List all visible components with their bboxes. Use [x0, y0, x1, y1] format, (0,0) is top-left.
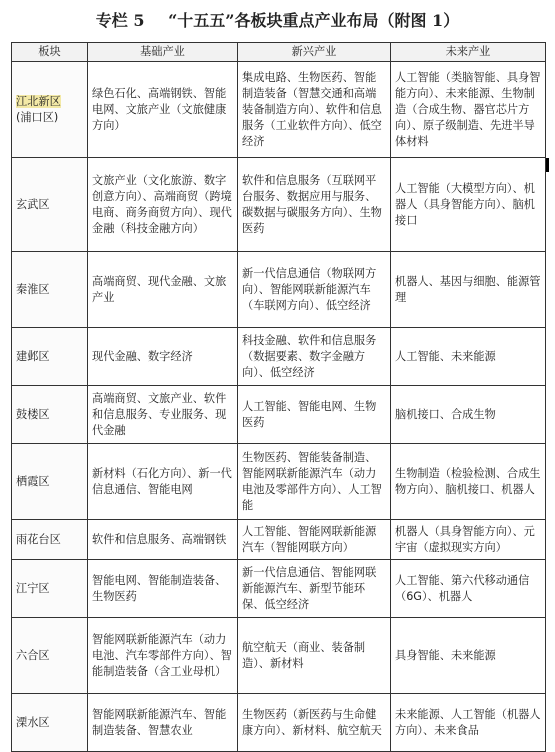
table-row: [12, 328, 546, 386]
header-district: 板块: [12, 43, 88, 62]
district-cell: 江宁区: [12, 560, 88, 618]
district-cell: 雨花台区: [12, 520, 88, 560]
header-basic: 基础产业: [88, 43, 238, 62]
future-cell: 生物制造（检验检测、合成生物方向）、脑机接口、机器人: [391, 444, 546, 520]
basic-cell: 智能网联新能源汽车、智能制造装备、智慧农业: [88, 694, 238, 752]
district-cell: 建邺区: [12, 328, 88, 386]
table-row: [12, 560, 546, 618]
emerging-cell: 软件和信息服务（互联网平台服务、数据应用与服务、碳数据与碳服务方向）、生物医药: [238, 158, 391, 252]
future-cell: 人工智能、第六代移动通信（6G）、机器人: [391, 560, 546, 618]
district-cell: 玄武区: [12, 158, 88, 252]
future-cell: 机器人（具身智能方向）、元宇宙（虚拟现实方向）: [391, 520, 546, 560]
future-cell: 未来能源、人工智能（机器人方向）、未来食品: [391, 694, 546, 752]
emerging-cell: 科技金融、软件和信息服务（数据要素、数字金融方向）、低空经济: [238, 328, 391, 386]
emerging-cell: 人工智能、智能网联新能源汽车（智能网联方向）: [238, 520, 391, 560]
industry-layout-table: [11, 42, 546, 752]
district-sub: (浦口区): [16, 110, 59, 124]
emerging-cell: 航空航天（商业、装备制造）、新材料: [238, 618, 391, 694]
basic-cell: 新材料（石化方向）、新一代信息通信、智能电网: [88, 444, 238, 520]
emerging-cell: 生物医药（新医药与生命健康方向）、新材料、航空航天: [238, 694, 391, 752]
emerging-cell: 新一代信息通信、智能网联新能源汽车、新型节能环保、低空经济: [238, 560, 391, 618]
future-cell: 脑机接口、合成生物: [391, 386, 546, 444]
basic-cell: 现代金融、数字经济: [88, 328, 238, 386]
table-row: [12, 444, 546, 520]
district-cell: 栖霞区: [12, 444, 88, 520]
emerging-cell: 生物医药、智能装备制造、智能网联新能源汽车（动力电池及零部件方向）、人工智能: [238, 444, 391, 520]
basic-cell: 智能电网、智能制造装备、生物医药: [88, 560, 238, 618]
table-row: [12, 386, 546, 444]
margin-marker: [546, 158, 549, 172]
future-cell: 人工智能（类脑智能、具身智能方向）、未来能源、生物制造（合成生物、器官芯片方向）、原子级制造、先进半导体材料: [391, 62, 546, 158]
basic-cell: 绿色石化、高端钢铁、智能电网、文旅产业（文旅健康方向）: [88, 62, 238, 158]
basic-cell: 文旅产业（文化旅游、数字创意方向）、高端商贸（跨境电商、商务商贸方向）、现代金融（科技金融方向）: [88, 158, 238, 252]
table-row: [12, 520, 546, 560]
district-cell: [12, 62, 88, 158]
header-row: [12, 43, 546, 62]
header-emerging: 新兴产业: [238, 43, 391, 62]
district-name: 江北新区: [16, 94, 61, 108]
district-cell: 溧水区: [12, 694, 88, 752]
emerging-cell: 集成电路、生物医药、智能制造装备（智慧交通和高端装备制造方向）、软件和信息服务（工业软件方向）、低空经济: [238, 62, 391, 158]
table-row: [12, 618, 546, 694]
district-cell: 六合区: [12, 618, 88, 694]
future-cell: 人工智能、未来能源: [391, 328, 546, 386]
future-cell: 机器人、基因与细胞、能源管理: [391, 252, 546, 328]
table-row: [12, 158, 546, 252]
basic-cell: 软件和信息服务、高端钢铁: [88, 520, 238, 560]
district-cell: 秦淮区: [12, 252, 88, 328]
district-cell: 鼓楼区: [12, 386, 88, 444]
future-cell: 具身智能、未来能源: [391, 618, 546, 694]
basic-cell: 高端商贸、文旅产业、软件和信息服务、专业服务、现代金融: [88, 386, 238, 444]
page-title: [0, 8, 555, 31]
title-text: “十五五”各板块重点产业布局（附图 1）: [168, 11, 460, 30]
header-future: 未来产业: [391, 43, 546, 62]
column-label: 专栏 5: [95, 11, 145, 30]
table-row: [12, 62, 546, 158]
basic-cell: 高端商贸、现代金融、文旅产业: [88, 252, 238, 328]
future-cell: 人工智能（大模型方向）、机器人（具身智能方向）、脑机接口: [391, 158, 546, 252]
table-row: [12, 694, 546, 752]
basic-cell: 智能网联新能源汽车（动力电池、汽车零部件方向）、智能制造装备（含工业母机）: [88, 618, 238, 694]
table-row: [12, 252, 546, 328]
emerging-cell: 新一代信息通信（物联网方向）、智能网联新能源汽车（车联网方向）、低空经济: [238, 252, 391, 328]
emerging-cell: 人工智能、智能电网、生物医药: [238, 386, 391, 444]
